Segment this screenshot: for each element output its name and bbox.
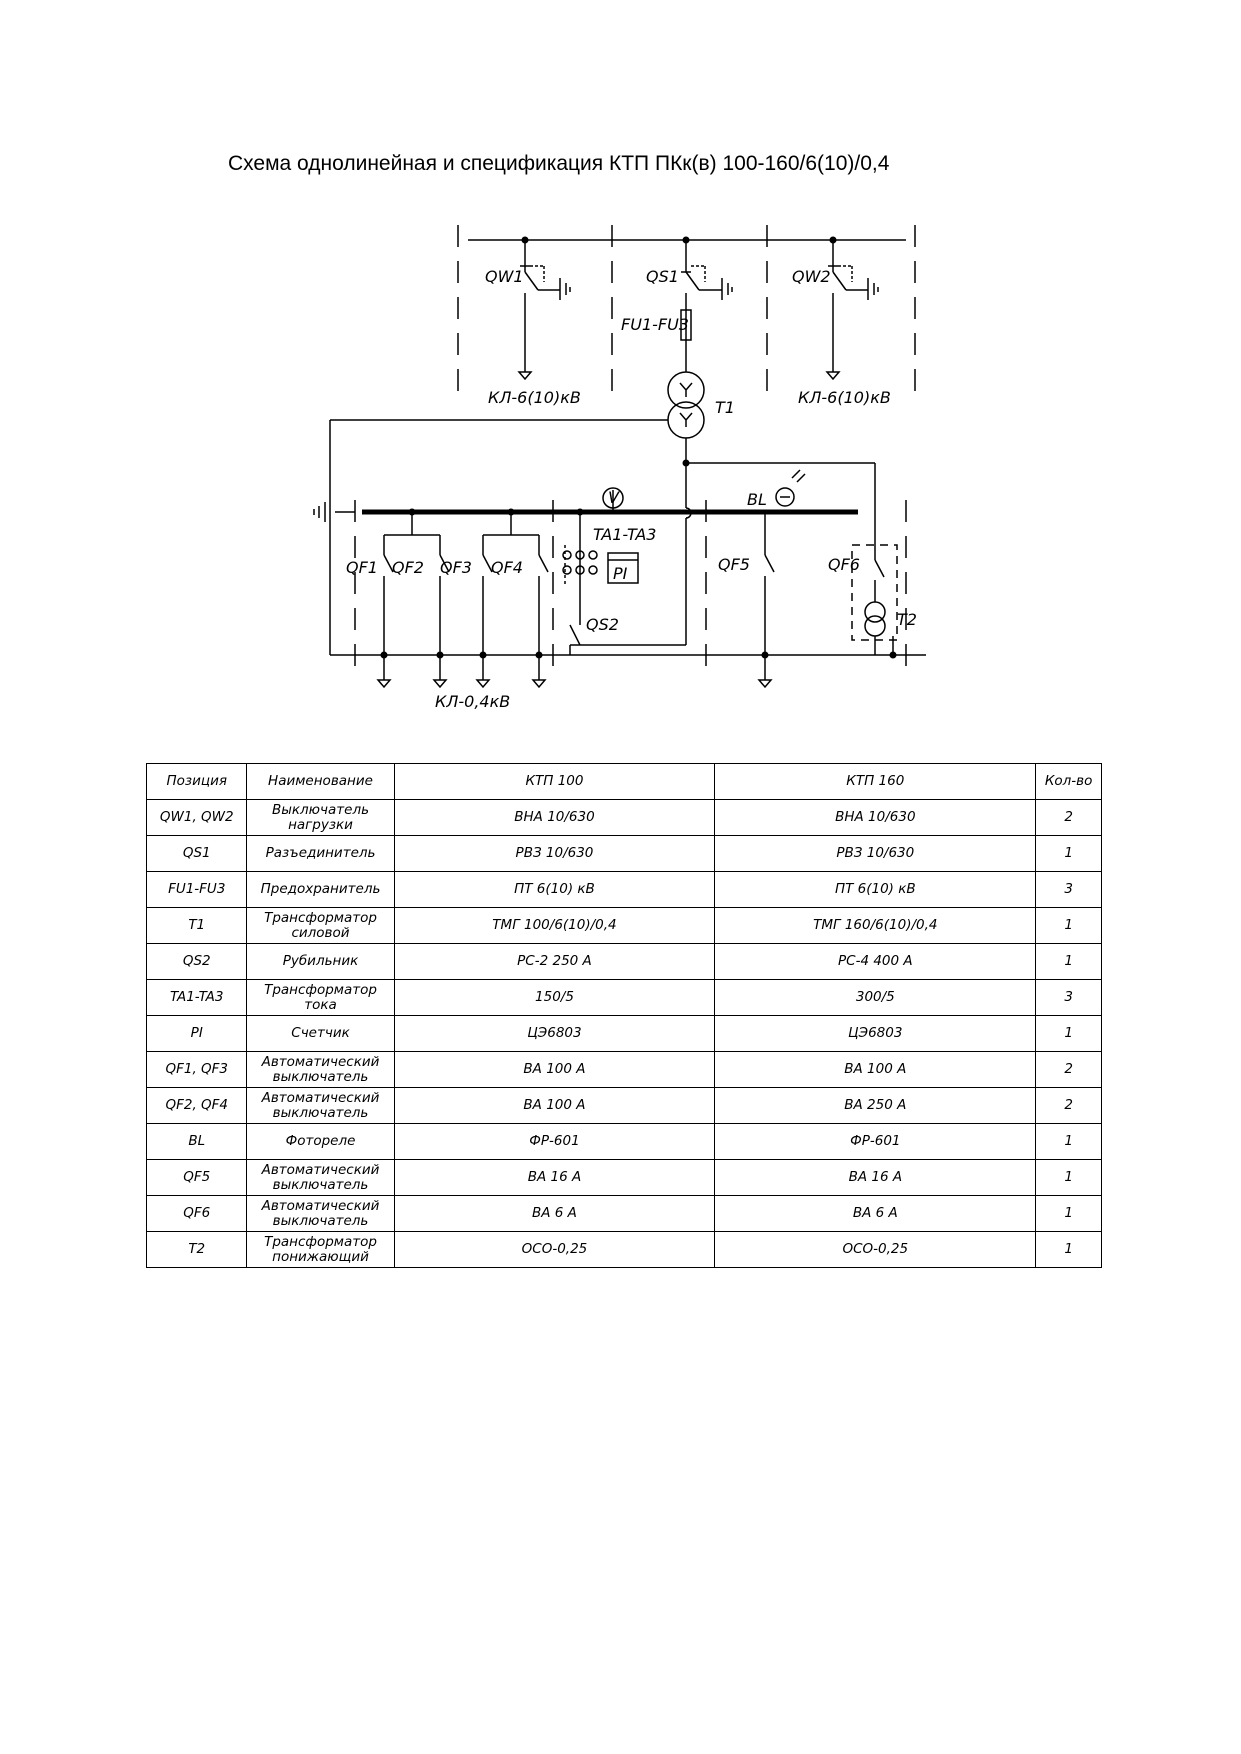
cell-name: Автоматический выключатель [247,1160,394,1196]
cell-ktp160: ВНА 10/630 [715,800,1036,836]
table-header-row [147,764,1102,800]
cell-ktp100: 150/5 [394,980,715,1016]
cable-lv-label: КЛ-0,4кВ [435,692,511,711]
table-row [147,836,1102,872]
cell-ktp160: ВА 250 А [715,1088,1036,1124]
qs1-blade [686,272,699,290]
table-row [147,800,1102,836]
table-row [147,980,1102,1016]
fu-label: FU1-FU3 [621,315,689,334]
cell-ktp160: ЦЭ6803 [715,1016,1036,1052]
cell-name: Разъединитель [247,836,394,872]
cell-ktp100: ВА 100 А [394,1052,715,1088]
qf1-label: QF1 [346,558,378,577]
cell-qty: 1 [1036,1160,1102,1196]
cell-ktp160: ВА 16 А [715,1160,1036,1196]
cell-position: T1 [147,908,247,944]
cell-name: Рубильник [247,944,394,980]
table-row [147,1196,1102,1232]
cell-qty: 1 [1036,1196,1102,1232]
cell-qty: 1 [1036,836,1102,872]
cell-qty: 1 [1036,944,1102,980]
cell-name: Автоматический выключатель [247,1196,394,1232]
header-ktp100: КТП 100 [394,764,715,800]
qf2-label: QF2 [392,558,424,577]
table-row [147,944,1102,980]
cell-ktp100: ВА 100 А [394,1088,715,1124]
ta-label: TA1-TA3 [593,525,657,544]
cell-ktp100: РВЗ 10/630 [394,836,715,872]
header-ktp160: КТП 160 [715,764,1036,800]
table-row [147,1052,1102,1088]
cell-name: Автоматический выключатель [247,1088,394,1124]
cell-position: QF1, QF3 [147,1052,247,1088]
cell-name: Трансформатор силовой [247,908,394,944]
cell-position: T2 [147,1232,247,1268]
cell-qty: 1 [1036,1124,1102,1160]
table-row [147,1232,1102,1268]
cell-qty: 2 [1036,1088,1102,1124]
cell-ktp100: ЦЭ6803 [394,1016,715,1052]
table-row [147,908,1102,944]
t2-label: T2 [897,610,917,629]
cell-qty: 3 [1036,980,1102,1016]
cell-name: Счетчик [247,1016,394,1052]
qw2-blade [833,272,846,290]
qf5-label: QF5 [718,555,750,574]
cell-ktp160: 300/5 [715,980,1036,1016]
cell-position: QS1 [147,836,247,872]
table-row [147,1124,1102,1160]
cell-qty: 3 [1036,872,1102,908]
cell-position: TA1-TA3 [147,980,247,1016]
cell-ktp100: ВА 6 А [394,1196,715,1232]
cell-qty: 1 [1036,1232,1102,1268]
cell-ktp100: ФР-601 [394,1124,715,1160]
cell-ktp160: ФР-601 [715,1124,1036,1160]
cell-ktp100: ПТ 6(10) кВ [394,872,715,908]
cell-qty: 1 [1036,908,1102,944]
cell-position: QS2 [147,944,247,980]
cell-position: QW1, QW2 [147,800,247,836]
cell-ktp100: ВА 16 А [394,1160,715,1196]
qs1-label: QS1 [646,267,679,286]
t1-label: T1 [715,398,735,417]
cell-ktp100: ТМГ 100/6(10)/0,4 [394,908,715,944]
cell-ktp100: ВНА 10/630 [394,800,715,836]
cell-position: QF6 [147,1196,247,1232]
cell-qty: 2 [1036,800,1102,836]
page-title: Схема однолинейная и спецификация КТП ПКк(в) 100-160/6(10)/0,4 [228,152,890,175]
cell-ktp160: ПТ 6(10) кВ [715,872,1036,908]
table-row [147,1160,1102,1196]
cable-hv-right-label: КЛ-6(10)кВ [798,388,891,407]
qs2-label: QS2 [586,615,619,634]
pi-label: PI [613,564,628,583]
cable-hv-left-label: КЛ-6(10)кВ [488,388,581,407]
cell-ktp160: ОСО-0,25 [715,1232,1036,1268]
cell-ktp160: ВА 100 А [715,1052,1036,1088]
cell-name: Автоматический выключатель [247,1052,394,1088]
cell-name: Предохранитель [247,872,394,908]
header-qty: Кол-во [1036,764,1102,800]
cell-position: QF5 [147,1160,247,1196]
qw2-label: QW2 [792,267,831,286]
header-position: Позиция [147,764,247,800]
cell-name: Фотореле [247,1124,394,1160]
header-name: Наименование [247,764,394,800]
cell-name: Трансформатор тока [247,980,394,1016]
qw1-label: QW1 [485,267,524,286]
cell-ktp100: ОСО-0,25 [394,1232,715,1268]
qf3-label: QF3 [440,558,472,577]
table-row [147,872,1102,908]
specification-table [146,763,1102,1268]
table-row [147,1016,1102,1052]
table-row [147,1088,1102,1124]
single-line-diagram [0,0,1241,740]
cell-ktp160: ВА 6 А [715,1196,1036,1232]
cell-ktp160: РВЗ 10/630 [715,836,1036,872]
cell-position: FU1-FU3 [147,872,247,908]
cell-ktp160: РС-4 400 А [715,944,1036,980]
cell-qty: 1 [1036,1016,1102,1052]
cell-ktp100: РС-2 250 А [394,944,715,980]
qf6-label: QF6 [828,555,860,574]
cell-position: BL [147,1124,247,1160]
qf4-label: QF4 [491,558,523,577]
bl-label: BL [747,490,767,509]
t2-winding-2 [865,616,885,636]
voltmeter-label: V [608,488,619,507]
cell-name: Трансформатор понижающий [247,1232,394,1268]
cell-position: PI [147,1016,247,1052]
cell-ktp160: ТМГ 160/6(10)/0,4 [715,908,1036,944]
qw1-blade [525,272,538,290]
cell-position: QF2, QF4 [147,1088,247,1124]
cell-name: Выключатель нагрузки [247,800,394,836]
cell-qty: 2 [1036,1052,1102,1088]
